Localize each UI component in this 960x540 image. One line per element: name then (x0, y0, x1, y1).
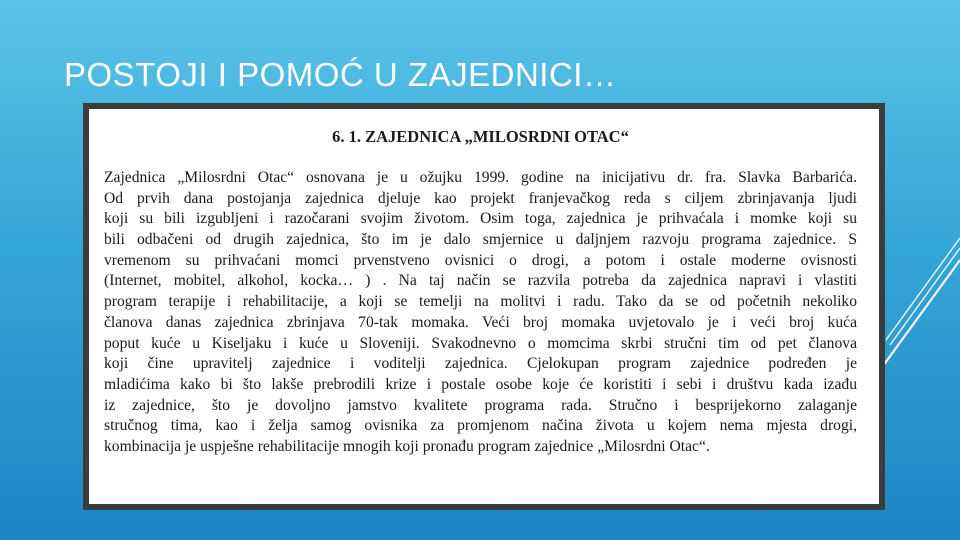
slide-title: POSTOJI I POMOĆ U ZAJEDNICI… (64, 56, 617, 93)
document-image-frame (83, 103, 885, 510)
document-line: stručnog tima, kao i želja samog ovisnika za promjenom načina života u kojem nema mjesta drogi, (104, 417, 857, 435)
document-line: članova danas zajednica zbrinjava 70-tak momaka. Veći broj momaka uvjetovalo je i veći broj kuća (104, 313, 857, 331)
document-heading: 6. 1. ZAJEDNICA „MILOSRDNI OTAC“ (332, 127, 629, 146)
document-line: mladićima kako bi što lakše prebrodili krize i postale osobe koje će koristiti i sebi i društvu kada izađu (104, 375, 857, 393)
document-line: bili odbačeni od drugih zajednica, što im je dalo smjernice u daljnjem razvoju programa zajednice. S (104, 231, 857, 249)
decorative-diagonal-lines (880, 220, 960, 380)
document-line: poput kuće u Kiseljaku i kuće u Sloveniji. Svakodnevno o momcima skrbi stručni tim od pet članova (104, 334, 857, 352)
document-line: iz zajednice, što je dovoljno jamstvo kvalitete programa rada. Stručno i besprijekorno zalaganje (104, 396, 857, 414)
document-line: koji su bili izgubljeni i razočarani svojim životom. Osim toga, zajednica je prihvaćala i momke koji su (104, 210, 857, 228)
document-line: koji čine upravitelj zajednice i voditelji zajednica. Cjelokupan program zajednice podređen je (104, 355, 857, 373)
document-line: kombinacija je uspješne rehabilitacije mnogih koji pronađu program zajednice „Milosrdni Otac“. (104, 437, 710, 455)
document-body (104, 168, 857, 458)
document-line: Od prvih dana postojanja zajednica djeluje kao projekt franjevačkog reda s ciljem zbrinjavanja ljudi (104, 189, 857, 207)
document-line: (Internet, mobitel, alkohol, kocka… ) . Na taj način se razvila potreba da zajednica napravi i vlastiti (104, 272, 857, 290)
document-line: Zajednica „Milosrdni Otac“ osnovana je u ožujku 1999. godine na inicijativu dr. fra. Slavka Barbarića. (104, 169, 857, 186)
document-line: vremenom su prihvaćani momci prvenstveno ovisnici o drogi, a potom i ostale moderne ovisnosti (104, 251, 857, 269)
document-line: program terapije i rehabilitacije, a koji se temelji na molitvi i radu. Tako da se od početnih nekoliko (104, 293, 857, 311)
document-page (89, 109, 879, 504)
